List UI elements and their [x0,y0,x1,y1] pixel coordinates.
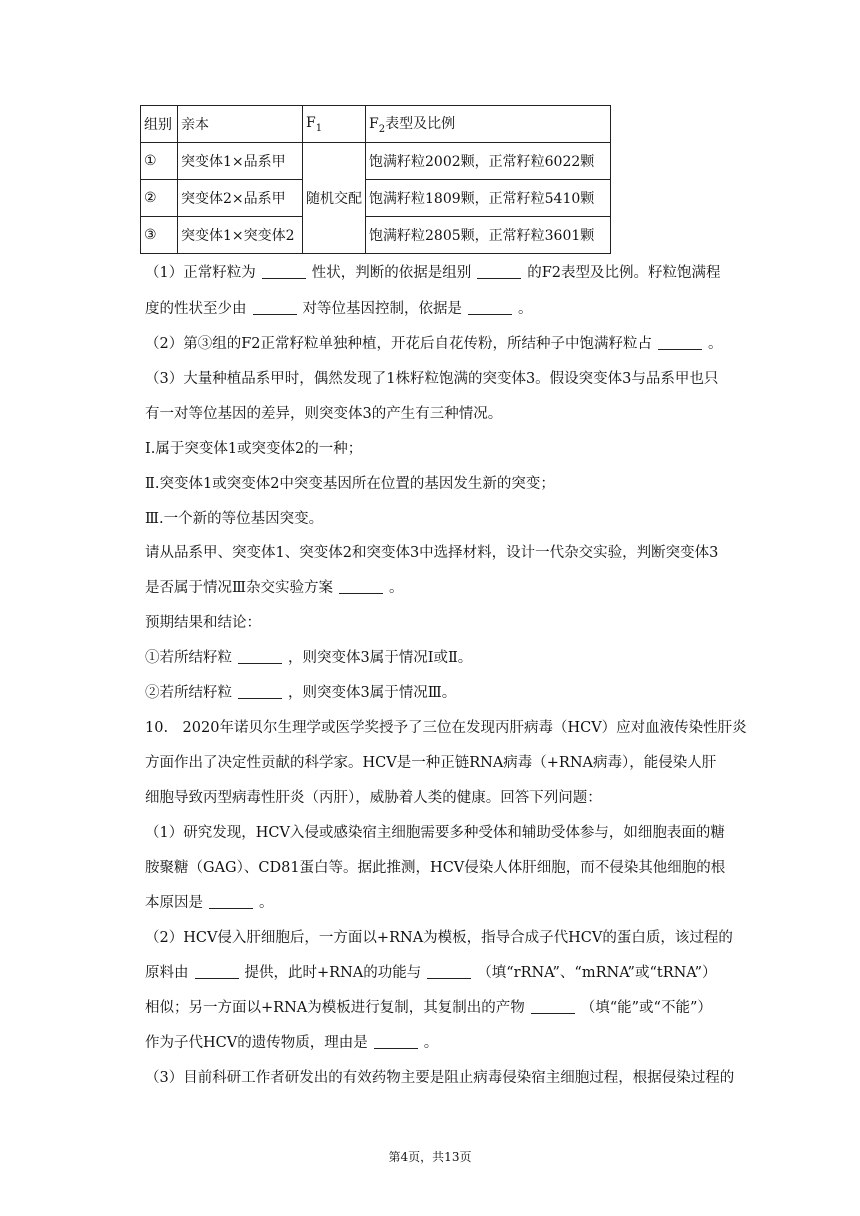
q9-part1-line1: （1）正常籽粒为 性状，判断的依据是组别 的F2表型及比例。籽粒饱满程 [145,265,721,281]
answer-blank [427,964,471,979]
answer-blank [238,649,282,664]
q10-part1-line2: 胺聚糖（GAG）、CD81蛋白等。据此推测，HCV侵染人体肝细胞，而不侵染其他细胞的根 [145,860,726,876]
header-parents: 亲本 [178,106,303,143]
answer-blank [253,300,297,315]
answer-blank [531,999,575,1014]
group-cell: ③ [141,217,178,254]
answer-blank [238,684,282,699]
q10-stem-line2: 方面作出了决定性贡献的科学家。HCV是一种正链RNA病毒（+RNA病毒），能侵染人肝 [145,755,717,771]
case-1: Ⅰ.属于突变体1或突变体2的一种； [145,441,363,457]
q9-part3-line1: （3）大量种植品系甲时，偶然发现了1株籽粒饱满的突变体3。假设突变体3与品系甲也只 [145,371,719,387]
f2-cell: 饱满籽粒1809颗，正常籽粒5410颗 [366,180,611,217]
q10-stem-line3: 细胞导致丙型病毒性肝炎（丙肝），威胁着人类的健康。回答下列问题： [145,790,602,806]
f2-cell: 饱满籽粒2805颗，正常籽粒3601颗 [366,217,611,254]
prediction-heading: 预期结果和结论： [145,615,261,631]
header-f1: $F_1$ [303,106,366,143]
table-row [141,180,611,217]
answer-blank [468,300,512,315]
case-2: Ⅱ.突变体1或突变体2中突变基因所在位置的基因发生新的突变； [145,476,555,492]
group-cell: ① [141,143,178,180]
q10-part2-line1: （2）HCV侵入肝细胞后，一方面以+RNA为模板，指导合成子代HCV的蛋白质，该过程的 [145,930,733,946]
result-1: ①若所结籽粒 ，则突变体3属于情况Ⅰ或Ⅱ。 [145,650,473,666]
answer-blank [477,264,521,279]
q9-part2: （2）第③组的F2正常籽粒单独种植，开花后自花传粉，所结种子中饱满籽粒占 。 [145,336,723,352]
q10-part2-line3: 相似；另一方面以+RNA为模板进行复制，其复制出的产物 （填“能”或“不能”） [145,1000,712,1016]
answer-blank [262,264,306,279]
q10-part3-line1: （3）目前科研工作者研发出的有效药物主要是阻止病毒侵染宿主细胞过程，根据侵染过程的 [145,1070,735,1086]
answer-blank [374,1034,418,1049]
case-3: Ⅲ.一个新的等位基因突变。 [145,511,324,527]
result-2: ②若所结籽粒 ，则突变体3属于情况Ⅲ。 [145,685,457,701]
q10-part1-line3: 本原因是 。 [145,895,274,911]
f2-cell: 饱满籽粒2002颗，正常籽粒6022颗 [366,143,611,180]
design-line1: 请从品系甲、突变体1、突变体2和突变体3中选择材料，设计一代杂交实验，判断突变体3 [145,545,719,561]
design-line2: 是否属于情况Ⅲ杂交实验方案 。 [145,580,404,596]
q10-part2-line2: 原料由 提供，此时+RNA的功能与 （填“rRNA”、“mRNA”或“tRNA”） [145,965,717,981]
parents-cell: 突变体1×品系甲 [178,143,303,180]
table-row [141,217,611,254]
q9-part1-line2: 度的性状至少由 对等位基因控制，依据是 。 [145,301,533,317]
answer-blank [195,964,239,979]
cross-results-table [140,105,611,254]
parents-cell: 突变体1×突变体2 [178,217,303,254]
table-header-row [141,106,611,143]
f1-cell: 随机交配 [303,143,366,254]
parents-cell: 突变体2×品系甲 [178,180,303,217]
table-row [141,143,611,180]
answer-blank [339,579,383,594]
page-footer: 第4页，共13页 [388,1150,472,1164]
header-f2: $F_2$表型及比例 [366,106,611,143]
group-cell: ② [141,180,178,217]
header-group: 组别 [141,106,178,143]
q10-part2-line4: 作为子代HCV的遗传物质，理由是 。 [145,1035,439,1051]
answer-blank [209,894,253,909]
answer-blank [658,335,702,350]
q9-part3-line2: 有一对等位基因的差异，则突变体3的产生有三种情况。 [145,406,503,422]
q10-stem-line1: 10. 2020年诺贝尔生理学或医学奖授予了三位在发现丙肝病毒（HCV）应对血液传染性肝炎 [145,720,747,736]
q10-part1-line1: （1）研究发现，HCV入侵或感染宿主细胞需要多种受体和辅助受体参与，如细胞表面的糖 [145,825,725,841]
